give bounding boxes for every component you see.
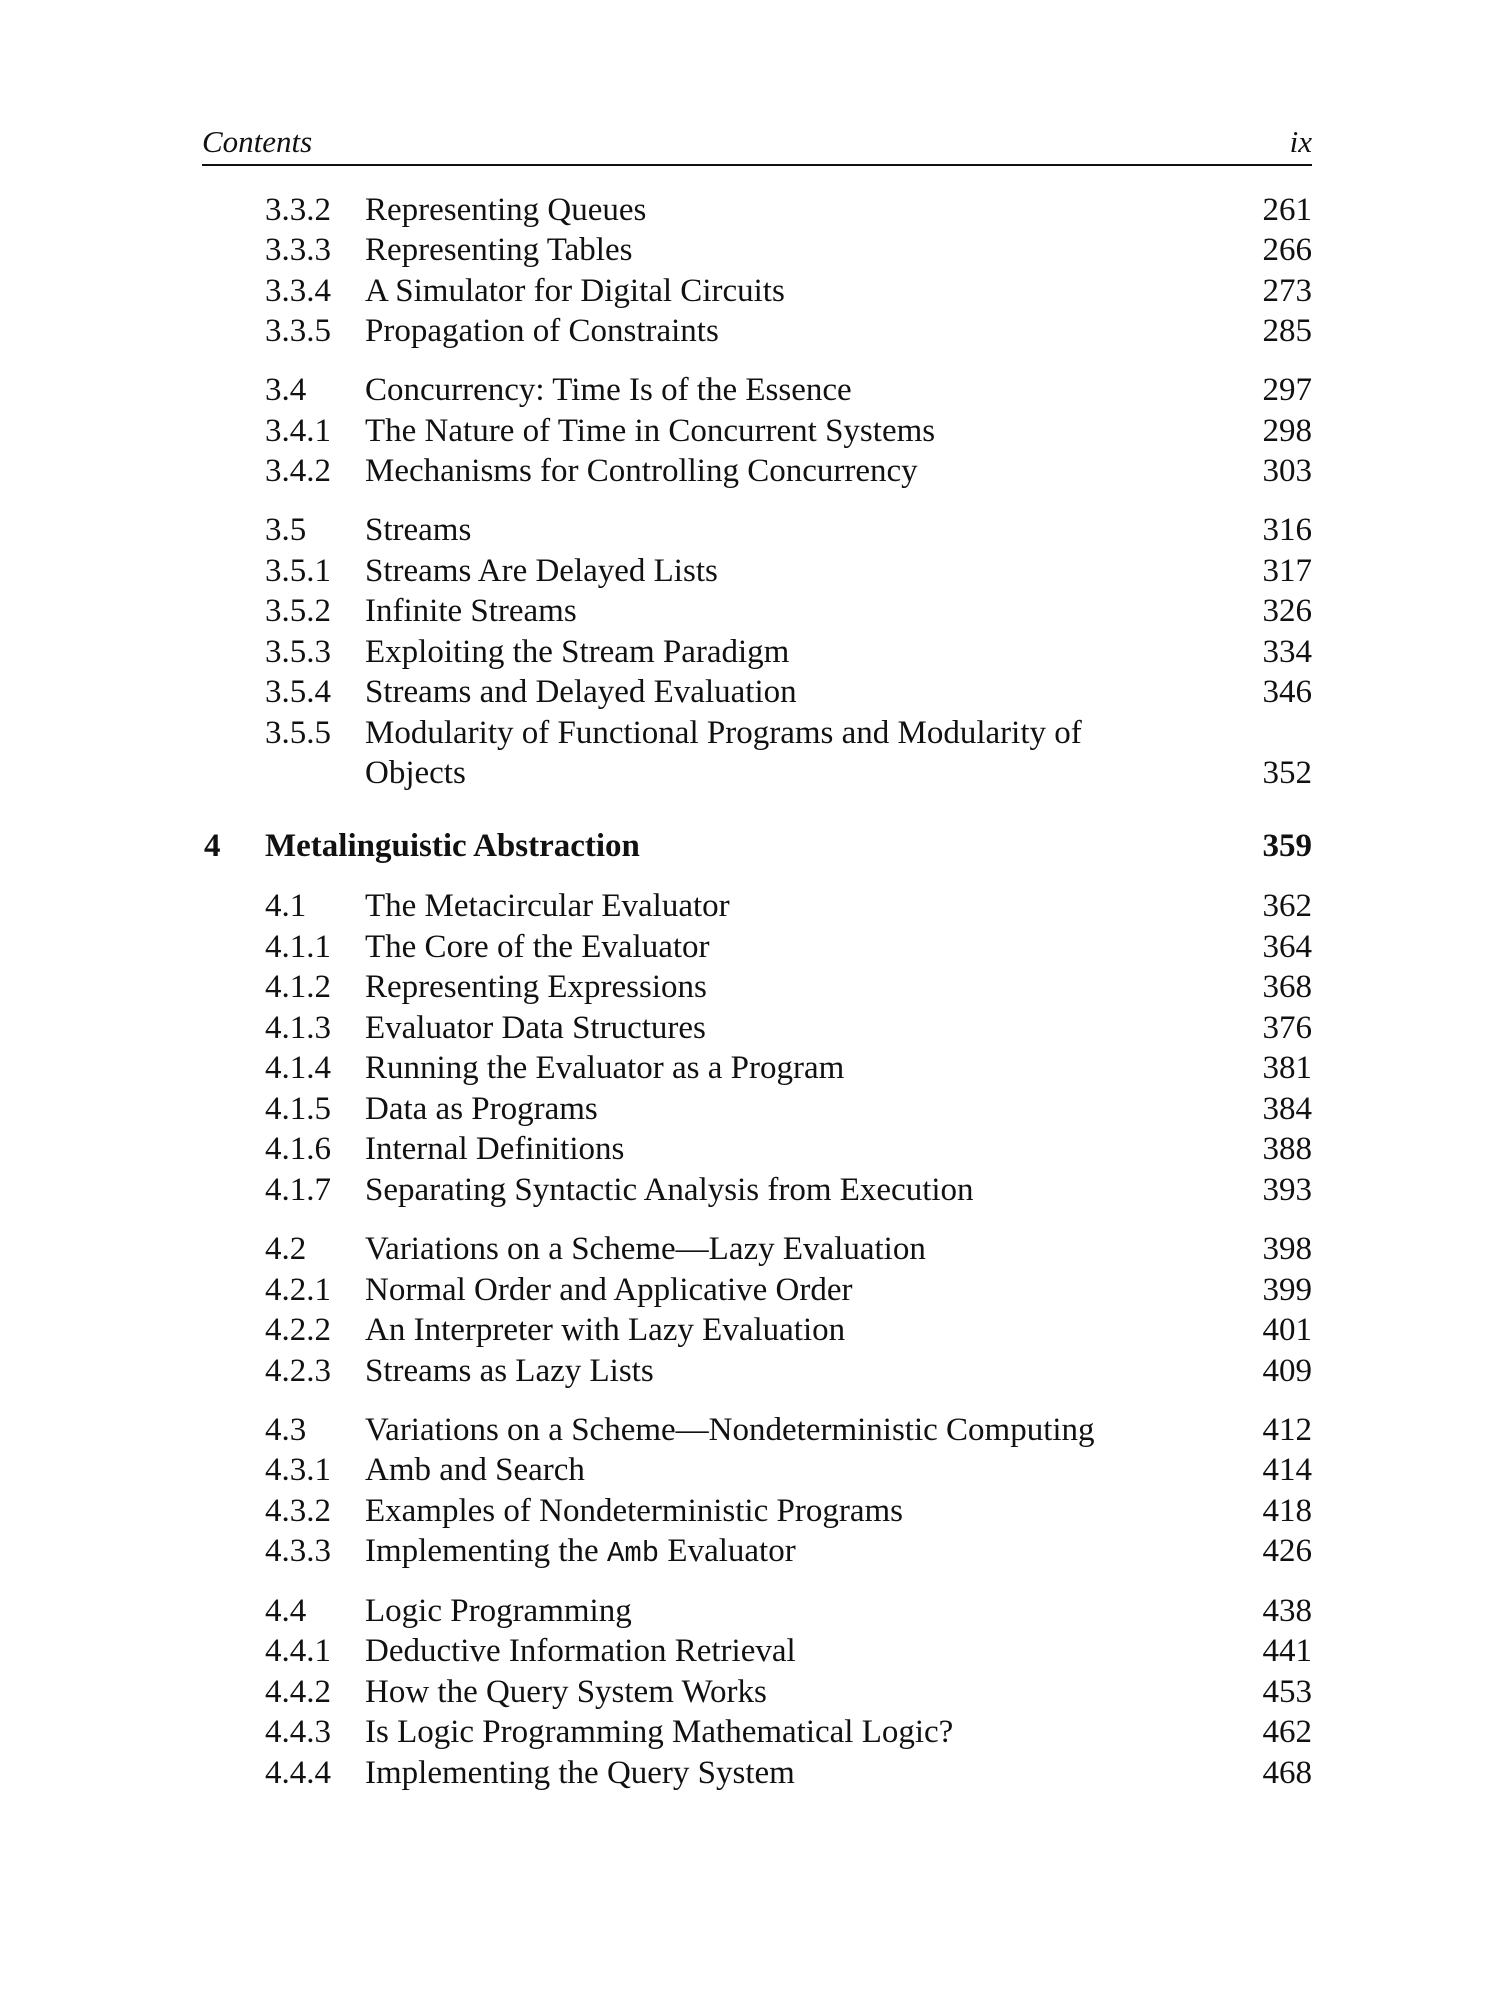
toc-entry-title <box>365 1531 796 1574</box>
toc-entry-title: Mechanisms for Controlling Concurrency <box>365 453 918 489</box>
toc-entry-title: Representing Expressions <box>365 969 707 1005</box>
toc-entry-number: 3.4 <box>265 372 307 408</box>
toc-entry-number: 4.1.3 <box>265 1010 331 1046</box>
toc-entry-page: 303 <box>1262 453 1312 489</box>
toc-entry-3-3-4[interactable] <box>0 271 1500 311</box>
toc-entry-page: 441 <box>1262 1633 1312 1669</box>
toc-entry-page: 468 <box>1262 1755 1312 1791</box>
toc-entry-title: Streams Are Delayed Lists <box>365 553 718 589</box>
toc-chapter-4[interactable] <box>0 826 1500 866</box>
toc-entry-3-4-1[interactable] <box>0 411 1500 451</box>
toc-entry-3-4[interactable] <box>0 370 1500 410</box>
toc-entry-4-1-1[interactable] <box>0 927 1500 967</box>
toc-entry-page: 412 <box>1262 1412 1312 1448</box>
toc-entry-number: 3.5.4 <box>265 674 331 710</box>
toc-entry-number: 3.5.5 <box>265 715 331 751</box>
running-head-section: Contents <box>202 124 313 159</box>
toc-entry-4-2[interactable] <box>0 1229 1500 1269</box>
toc-entry-page: 438 <box>1262 1593 1312 1629</box>
toc-entry-3-3-2[interactable] <box>0 190 1500 230</box>
toc-entry-number: 4.3 <box>265 1412 307 1448</box>
toc-entry-page: 462 <box>1262 1714 1312 1750</box>
toc-entry-3-5-4[interactable] <box>0 672 1500 712</box>
toc-entry-page: 418 <box>1262 1493 1312 1529</box>
toc-entry-4-3-3[interactable] <box>0 1531 1500 1571</box>
toc-entry-title: Infinite Streams <box>365 593 577 629</box>
toc-entry-number: 3.4.2 <box>265 453 331 489</box>
toc-entry-3-3-5[interactable] <box>0 311 1500 351</box>
toc-entry-page: 316 <box>1262 512 1312 548</box>
toc-entry-number: 4.4.4 <box>265 1755 331 1791</box>
toc-entry-3-3-3[interactable] <box>0 230 1500 270</box>
toc-entry-3-5-2[interactable] <box>0 591 1500 631</box>
toc-entry-3-5-5-continued[interactable] <box>0 753 1500 793</box>
toc-entry-title: Modularity of Functional Programs and Modularity of <box>365 715 1082 751</box>
toc-entry-page: 401 <box>1262 1312 1312 1348</box>
toc-entry-number: 4.3.2 <box>265 1493 331 1529</box>
toc-entry-page: 334 <box>1262 634 1312 670</box>
toc-entry-title: Variations on a Scheme—Nondeterministic Computing <box>365 1412 1095 1448</box>
toc-entry-title: An Interpreter with Lazy Evaluation <box>365 1312 846 1348</box>
toc-entry-number: 3.4.1 <box>265 413 331 449</box>
toc-entry-4-3-1[interactable] <box>0 1450 1500 1490</box>
toc-entry-3-5-5[interactable] <box>0 713 1500 753</box>
toc-entry-title-post: Evaluator <box>659 1533 796 1569</box>
toc-entry-title: Amb and Search <box>365 1452 585 1488</box>
toc-entry-number: 4.1.2 <box>265 969 331 1005</box>
toc-entry-page: 346 <box>1262 674 1312 710</box>
toc-entry-page: 368 <box>1262 969 1312 1005</box>
toc-entry-4-4[interactable] <box>0 1591 1500 1631</box>
toc-entry-title: A Simulator for Digital Circuits <box>365 273 785 309</box>
toc-entry-page: 414 <box>1262 1452 1312 1488</box>
toc-entry-page: 399 <box>1262 1272 1312 1308</box>
toc-entry-title: Is Logic Programming Mathematical Logic? <box>365 1714 954 1750</box>
toc-entry-page: 376 <box>1262 1010 1312 1046</box>
toc-entry-number: 4.1.7 <box>265 1172 331 1208</box>
toc-entry-page: 453 <box>1262 1674 1312 1710</box>
toc-entry-number: 4.2.2 <box>265 1312 331 1348</box>
toc-entry-title: Representing Queues <box>365 192 647 228</box>
running-head <box>202 122 1312 166</box>
toc-entry-title: Implementing the Query System <box>365 1755 795 1791</box>
toc-entry-page: 352 <box>1262 755 1312 791</box>
toc-entry-number: 3.5 <box>265 512 307 548</box>
toc-entry-title: Deductive Information Retrieval <box>365 1633 796 1669</box>
toc-entry-3-5-3[interactable] <box>0 632 1500 672</box>
toc-entry-number: 4.1.1 <box>265 929 331 965</box>
toc-entry-4-1-7[interactable] <box>0 1170 1500 1210</box>
toc-entry-number: 4.4.2 <box>265 1674 331 1710</box>
toc-entry-title: Evaluator Data Structures <box>365 1010 706 1046</box>
toc-entry-title-code: Amb <box>606 1537 660 1570</box>
toc-entry-number: 4.4 <box>265 1593 307 1629</box>
toc-entry-number: 4.2 <box>265 1231 307 1267</box>
toc-entry-4-4-2[interactable] <box>0 1672 1500 1712</box>
toc-entry-number: 3.3.3 <box>265 232 331 268</box>
toc-entry-number: 4.1 <box>265 888 307 924</box>
toc-entry-title-continued: Objects <box>365 755 466 791</box>
toc-entry-page: 261 <box>1262 192 1312 228</box>
toc-entry-page: 381 <box>1262 1050 1312 1086</box>
toc-entry-title: The Core of the Evaluator <box>365 929 710 965</box>
toc-entry-page: 409 <box>1262 1353 1312 1389</box>
toc-entry-4-1[interactable] <box>0 886 1500 926</box>
toc-entry-number: 4.4.1 <box>265 1633 331 1669</box>
toc-entry-4-4-3[interactable] <box>0 1712 1500 1752</box>
toc-entry-page: 362 <box>1262 888 1312 924</box>
toc-entry-4-1-6[interactable] <box>0 1129 1500 1169</box>
toc-entry-4-3-2[interactable] <box>0 1491 1500 1531</box>
toc-entry-number: 3.5.3 <box>265 634 331 670</box>
toc-entry-title: Exploiting the Stream Paradigm <box>365 634 790 670</box>
toc-entry-number: 3.5.1 <box>265 553 331 589</box>
toc-entry-title: Representing Tables <box>365 232 633 268</box>
toc-entry-page: 317 <box>1262 553 1312 589</box>
toc-chapter-title: Metalinguistic Abstraction <box>265 828 640 864</box>
toc-entry-title: Running the Evaluator as a Program <box>365 1050 845 1086</box>
toc-entry-title: Normal Order and Applicative Order <box>365 1272 853 1308</box>
toc-entry-4-2-3[interactable] <box>0 1351 1500 1391</box>
toc-entry-page: 393 <box>1262 1172 1312 1208</box>
toc-entry-4-4-1[interactable] <box>0 1631 1500 1671</box>
toc-entry-page: 398 <box>1262 1231 1312 1267</box>
toc-entry-title: Streams as Lazy Lists <box>365 1353 654 1389</box>
toc-entry-4-2-2[interactable] <box>0 1310 1500 1350</box>
toc-entry-title: Examples of Nondeterministic Programs <box>365 1493 903 1529</box>
toc-entry-title: Logic Programming <box>365 1593 632 1629</box>
toc-entry-page: 266 <box>1262 232 1312 268</box>
toc-entry-page: 388 <box>1262 1131 1312 1167</box>
toc-entry-4-1-5[interactable] <box>0 1089 1500 1129</box>
toc-entry-title: Data as Programs <box>365 1091 598 1127</box>
toc-entry-title: How the Query System Works <box>365 1674 767 1710</box>
toc-entry-title: Separating Syntactic Analysis from Execution <box>365 1172 974 1208</box>
toc-entry-page: 384 <box>1262 1091 1312 1127</box>
toc-chapter-number: 4 <box>204 828 221 864</box>
toc-entry-number: 4.3.3 <box>265 1533 331 1569</box>
toc-entry-3-5-1[interactable] <box>0 551 1500 591</box>
toc-entry-4-1-2[interactable] <box>0 967 1500 1007</box>
toc-entry-page: 273 <box>1262 273 1312 309</box>
toc-entry-title: Streams <box>365 512 472 548</box>
toc-entry-number: 4.2.1 <box>265 1272 331 1308</box>
toc-entry-title: Streams and Delayed Evaluation <box>365 674 797 710</box>
toc-entry-title-pre: Implementing the <box>365 1533 607 1569</box>
toc-entry-number: 4.1.6 <box>265 1131 331 1167</box>
toc-chapter-page: 359 <box>1262 828 1312 864</box>
toc-entry-page: 297 <box>1262 372 1312 408</box>
toc-entry-number: 4.1.5 <box>265 1091 331 1127</box>
toc-entry-title: The Nature of Time in Concurrent Systems <box>365 413 936 449</box>
toc-entry-title: Concurrency: Time Is of the Essence <box>365 372 852 408</box>
toc-entry-3-4-2[interactable] <box>0 451 1500 491</box>
toc-entry-title: Propagation of Constraints <box>365 313 719 349</box>
toc-entry-4-2-1[interactable] <box>0 1270 1500 1310</box>
toc-entry-4-3[interactable] <box>0 1410 1500 1450</box>
toc-entry-number: 3.3.4 <box>265 273 331 309</box>
toc-entry-3-5[interactable] <box>0 510 1500 550</box>
toc-entry-number: 4.3.1 <box>265 1452 331 1488</box>
toc-entry-title: Variations on a Scheme—Lazy Evaluation <box>365 1231 926 1267</box>
toc-entry-number: 3.3.2 <box>265 192 331 228</box>
toc-entry-title: The Metacircular Evaluator <box>365 888 730 924</box>
toc-entry-number: 3.5.2 <box>265 593 331 629</box>
toc-entry-page: 426 <box>1262 1533 1312 1569</box>
running-head-page-number: ix <box>1289 124 1312 159</box>
toc-entry-page: 285 <box>1262 313 1312 349</box>
toc-entry-title: Internal Definitions <box>365 1131 625 1167</box>
toc-entry-page: 364 <box>1262 929 1312 965</box>
toc-entry-4-1-4[interactable] <box>0 1048 1500 1088</box>
toc-entry-number: 3.3.5 <box>265 313 331 349</box>
toc-entry-4-1-3[interactable] <box>0 1008 1500 1048</box>
toc-entry-number: 4.2.3 <box>265 1353 331 1389</box>
toc-entry-4-4-4[interactable] <box>0 1753 1500 1793</box>
toc-entry-number: 4.1.4 <box>265 1050 331 1086</box>
toc-entry-page: 326 <box>1262 593 1312 629</box>
toc-entry-number: 4.4.3 <box>265 1714 331 1750</box>
toc-entry-page: 298 <box>1262 413 1312 449</box>
